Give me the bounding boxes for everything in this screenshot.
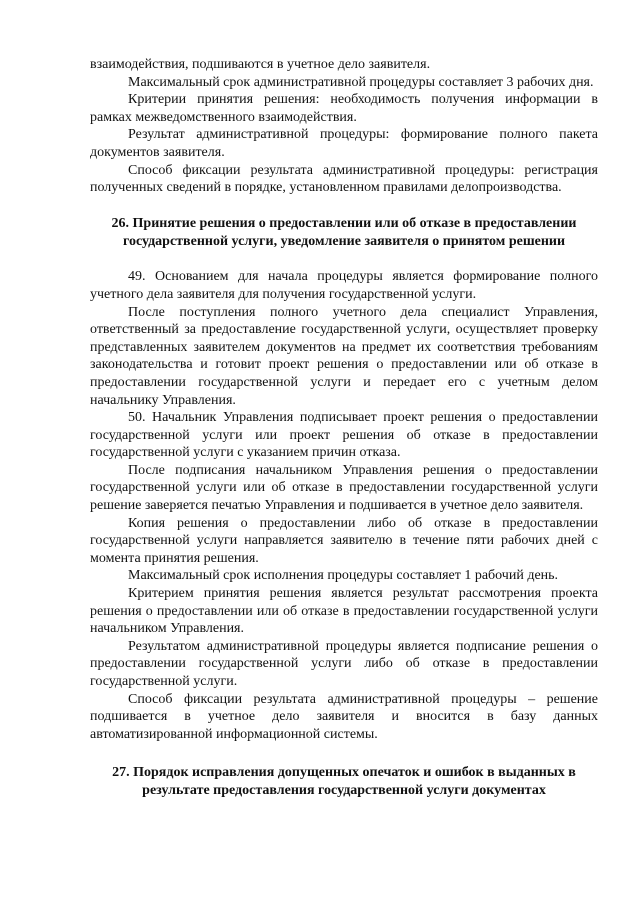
paragraph: Результат административной процедуры: формирование полного пакета документов заявителя.: [90, 127, 598, 160]
paragraph: Способ фиксации результата административной процедуры: регистрация полученных сведений в порядке, установленном правилами делопроизводства.: [90, 162, 598, 196]
paragraph: Копия решения о предоставлении либо об отказе в предоставлении государственной услуги направляется заявителю в течение пяти рабочих дней с момента принятия решения.: [90, 515, 598, 566]
paragraph: Способ фиксации результата административной процедуры – решение подшивается в учетное дело заявителя и вносится в базу данных автоматизированной информационной системы.: [90, 691, 598, 742]
paragraph: После подписания начальником Управления решения о предоставлении государственной услуги или об отказе в предоставлении государственной услуги решение заверяется печатью Управления и подшивается в учетное дело заявителя.: [90, 462, 598, 514]
paragraph: Максимальный срок исполнения процедуры составляет 1 рабочий день.: [128, 568, 559, 584]
paragraph: 50. Начальник Управления подписывает проект решения о предоставлении государственной услуги или проект решения об отказе в предоставлении государственной услуги с указанием причин отказа.: [90, 410, 598, 461]
paragraph: Максимальный срок административной процедуры составляет 3 рабочих дня.: [128, 74, 594, 90]
paragraph: Критерием принятия решения является результат рассмотрения проекта решения о предоставлении или об отказе в предоставлении государственной услуги начальником Управления.: [90, 586, 598, 637]
paragraph: Критерии принятия решения: необходимость получения информации в рамках межведомственного взаимодействия.: [90, 92, 598, 125]
section-heading-27: 27. Порядок исправления допущенных опечаток и ошибок в выданных в результате предоставления государственной услуги документах: [112, 765, 576, 799]
paragraph: После поступления полного учетного дела специалист Управления, ответственный за предоставление государственной услуги, осуществляет проверку представленных заявителем документов на предмет их соответствия требованиям законодательства и готовит проект решения о предоставлении или об отказе в предоставлении государственной услуги и передает его с учетным делом начальнику Управления.: [90, 304, 598, 408]
paragraph: 49. Основанием для начала процедуры является формирование полного учетного дела заявителя для получения государственной услуги.: [90, 269, 598, 302]
paragraph-continuation: взаимодействия, подшиваются в учетное дело заявителя.: [90, 57, 431, 72]
paragraph: Результатом административной процедуры является подписание решения о предоставлении государственной услуги либо об отказе в предоставлении государственной услуги.: [90, 638, 598, 689]
section-heading-26: 26. Принятие решения о предоставлении или об отказе в предоставлении государственной услуги, уведомление заявителя о принятом решении: [111, 215, 577, 249]
